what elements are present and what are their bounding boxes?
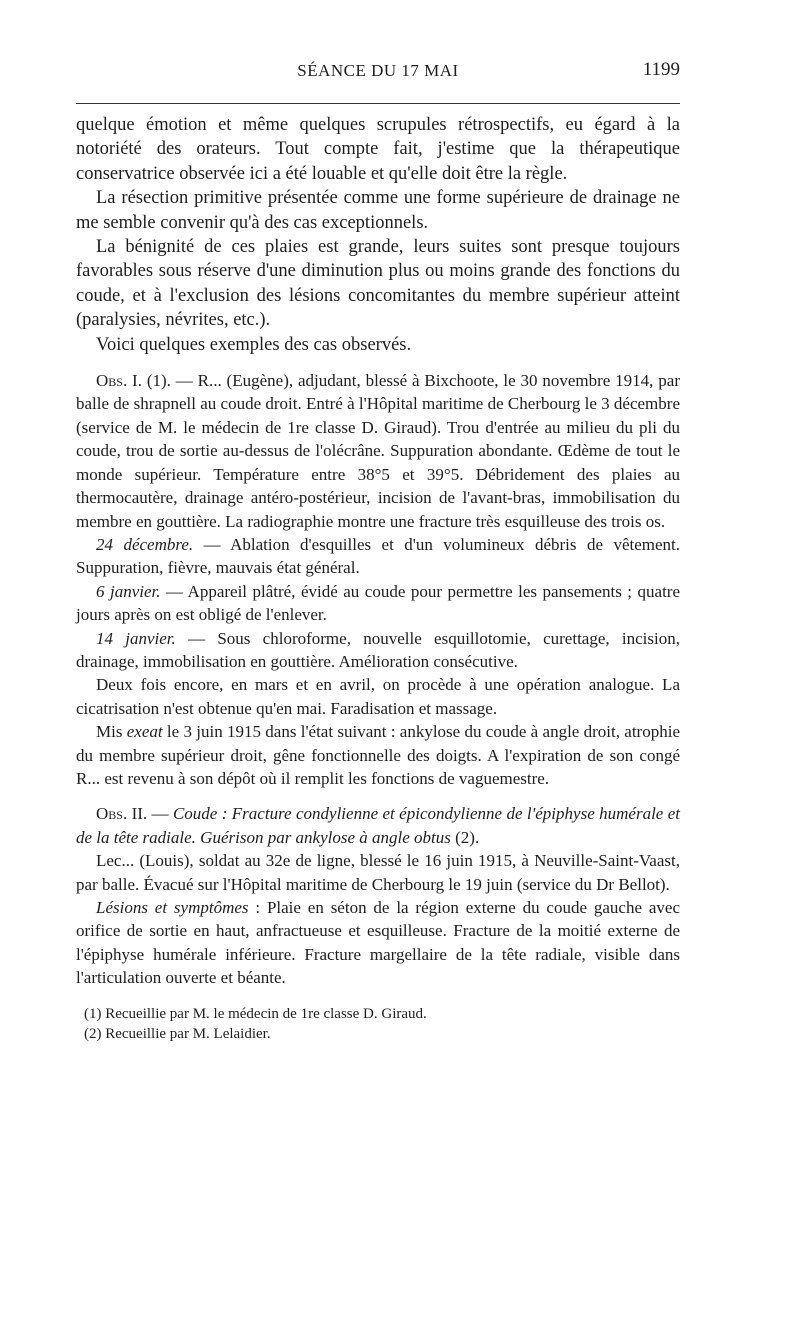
page-number: 1199 [642, 59, 680, 80]
footnotes [76, 1004, 680, 1044]
obs2-ref: (2). [450, 827, 480, 847]
paragraph-continuation: quelque émotion et même quelques scrupules rétrospectifs, eu égard à la notoriété des orateurs. Tout compte fait, j'estime que la thérapeutique conservatrice observée ici a été louable et qu'elle doit être la règle. [76, 115, 680, 184]
obs2-heading [76, 802, 680, 849]
obs1-intro [76, 369, 680, 533]
observation-1 [76, 369, 680, 790]
obs2-label: Obs. II. [96, 804, 148, 824]
obs1-text: — R... (Eugène), adjudant, blessé à Bixchoote, le 30 novembre 1914, par balle de shrapnell au coude droit. Entré à l'Hôpital maritime de Cherbourg le 3 décembre (service de M. le médecin de 1re classe D. Giraud). Trou d'entrée au milieu du pli du coude, trou de sortie au-dessus de l'olécrâne. Suppuration abondante. Œdème de tout le monde supérieur. Température entre 38°5 et 39°5. Débridement des plaies au thermocautère, drainage antéro-postérieur, incision de l'avant-bras, immobilisation du membre en gouttière. La radiographie montre une fracture très esquilleuse des trois os. [76, 371, 680, 531]
footnote-1: (1) Recueillie par M. le médecin de 1re classe D. Giraud. [84, 1005, 427, 1022]
page [76, 0, 680, 1042]
running-title: SÉANCE DU 17 MAI [297, 61, 459, 80]
obs1-entry-6-jan-text: — Appareil plâtré, évidé au coude pour permettre les pansements ; quatre jours après on est obligé de l'enlever. [76, 581, 680, 625]
obs1-label: Obs. I. (1). [96, 371, 171, 391]
discussion-section [76, 113, 680, 357]
obs1-exeat-word: exeat [126, 722, 163, 742]
obs1-entry-14-jan [76, 627, 680, 674]
obs2-title: Coude : Fracture condylienne et épicondylienne de l'épiphyse humérale et de la tête radiale. Guérison par ankylose à angle obtus [76, 804, 680, 847]
page-header [76, 0, 680, 92]
obs1-date-14-jan: 14 janvier. [96, 628, 176, 648]
obs2-lesions-text: : Plaie en séton de la région externe du coude gauche avec orifice de sortie en haut, anfractueuse et esquilleuse. Fracture de la moitié externe de l'épiphyse humérale inférieure. Fracture margellaire de la tête radiale, visible dans l'articulation ouverte et béante. [76, 898, 680, 988]
obs1-deux-fois: Deux fois encore, en mars et en avril, on procède à une opération analogue. La cicatrisation n'est obtenue qu'en mai. Faradisation et massage. [76, 675, 680, 718]
obs1-entry-24-dec-text: — Ablation d'esquilles et d'un volumineux débris de vêtement. Suppuration, fièvre, mauvais état général. [76, 534, 680, 578]
obs2-lesions [76, 896, 680, 990]
obs2-patient: Lec... (Louis), soldat au 32e de ligne, blessé le 16 juin 1915, à Neuville-Saint-Vaast, par balle. Évacué sur l'Hôpital maritime de Cherbourg le 19 juin (service du Dr Bellot). [76, 851, 680, 894]
obs1-entry-24-dec [76, 533, 680, 580]
observation-2 [76, 802, 680, 989]
paragraph-resection: La résection primitive présentée comme une forme supérieure de drainage ne me semble convenir qu'à des cas exceptionnels. [76, 188, 680, 233]
obs1-date-24-dec: 24 décembre. [96, 534, 194, 554]
paragraph-benignite: La bénignité de ces plaies est grande, leurs suites sont presque toujours favorables sous réserve d'une diminution plus ou moins grande des fonctions du coude, et à l'exclusion des lésions concomitantes du membre supérieur atteint (paralysies, névrites, etc.). [76, 237, 680, 331]
body-text [76, 113, 680, 1044]
footnote-2: (2) Recueillie par M. Lelaidier. [84, 1025, 271, 1042]
obs1-exeat [76, 720, 680, 790]
obs2-dash: — [147, 804, 173, 824]
obs1-entry-6-jan [76, 580, 680, 627]
header-rule [76, 103, 680, 104]
obs1-date-6-jan: 6 janvier. [96, 581, 161, 601]
obs1-exeat-text: le 3 juin 1915 dans l'état suivant : ankylose du coude à angle droit, atrophie du membre supérieur droit, gêne fonctionnelle des doigts. A l'expiration de son congé R... est revenu à son dépôt où il remplit les fonctions de vaguemestre. [76, 722, 680, 788]
obs1-entry-14-jan-text: — Sous chloroforme, nouvelle esquillotomie, curettage, incision, drainage, immobilisation en gouttière. Amélioration consécutive. [76, 628, 680, 671]
obs2-lesions-label: Lésions et symptômes [96, 898, 249, 917]
paragraph-exemples: Voici quelques exemples des cas observés. [96, 334, 412, 355]
obs1-mis: Mis [96, 722, 127, 742]
